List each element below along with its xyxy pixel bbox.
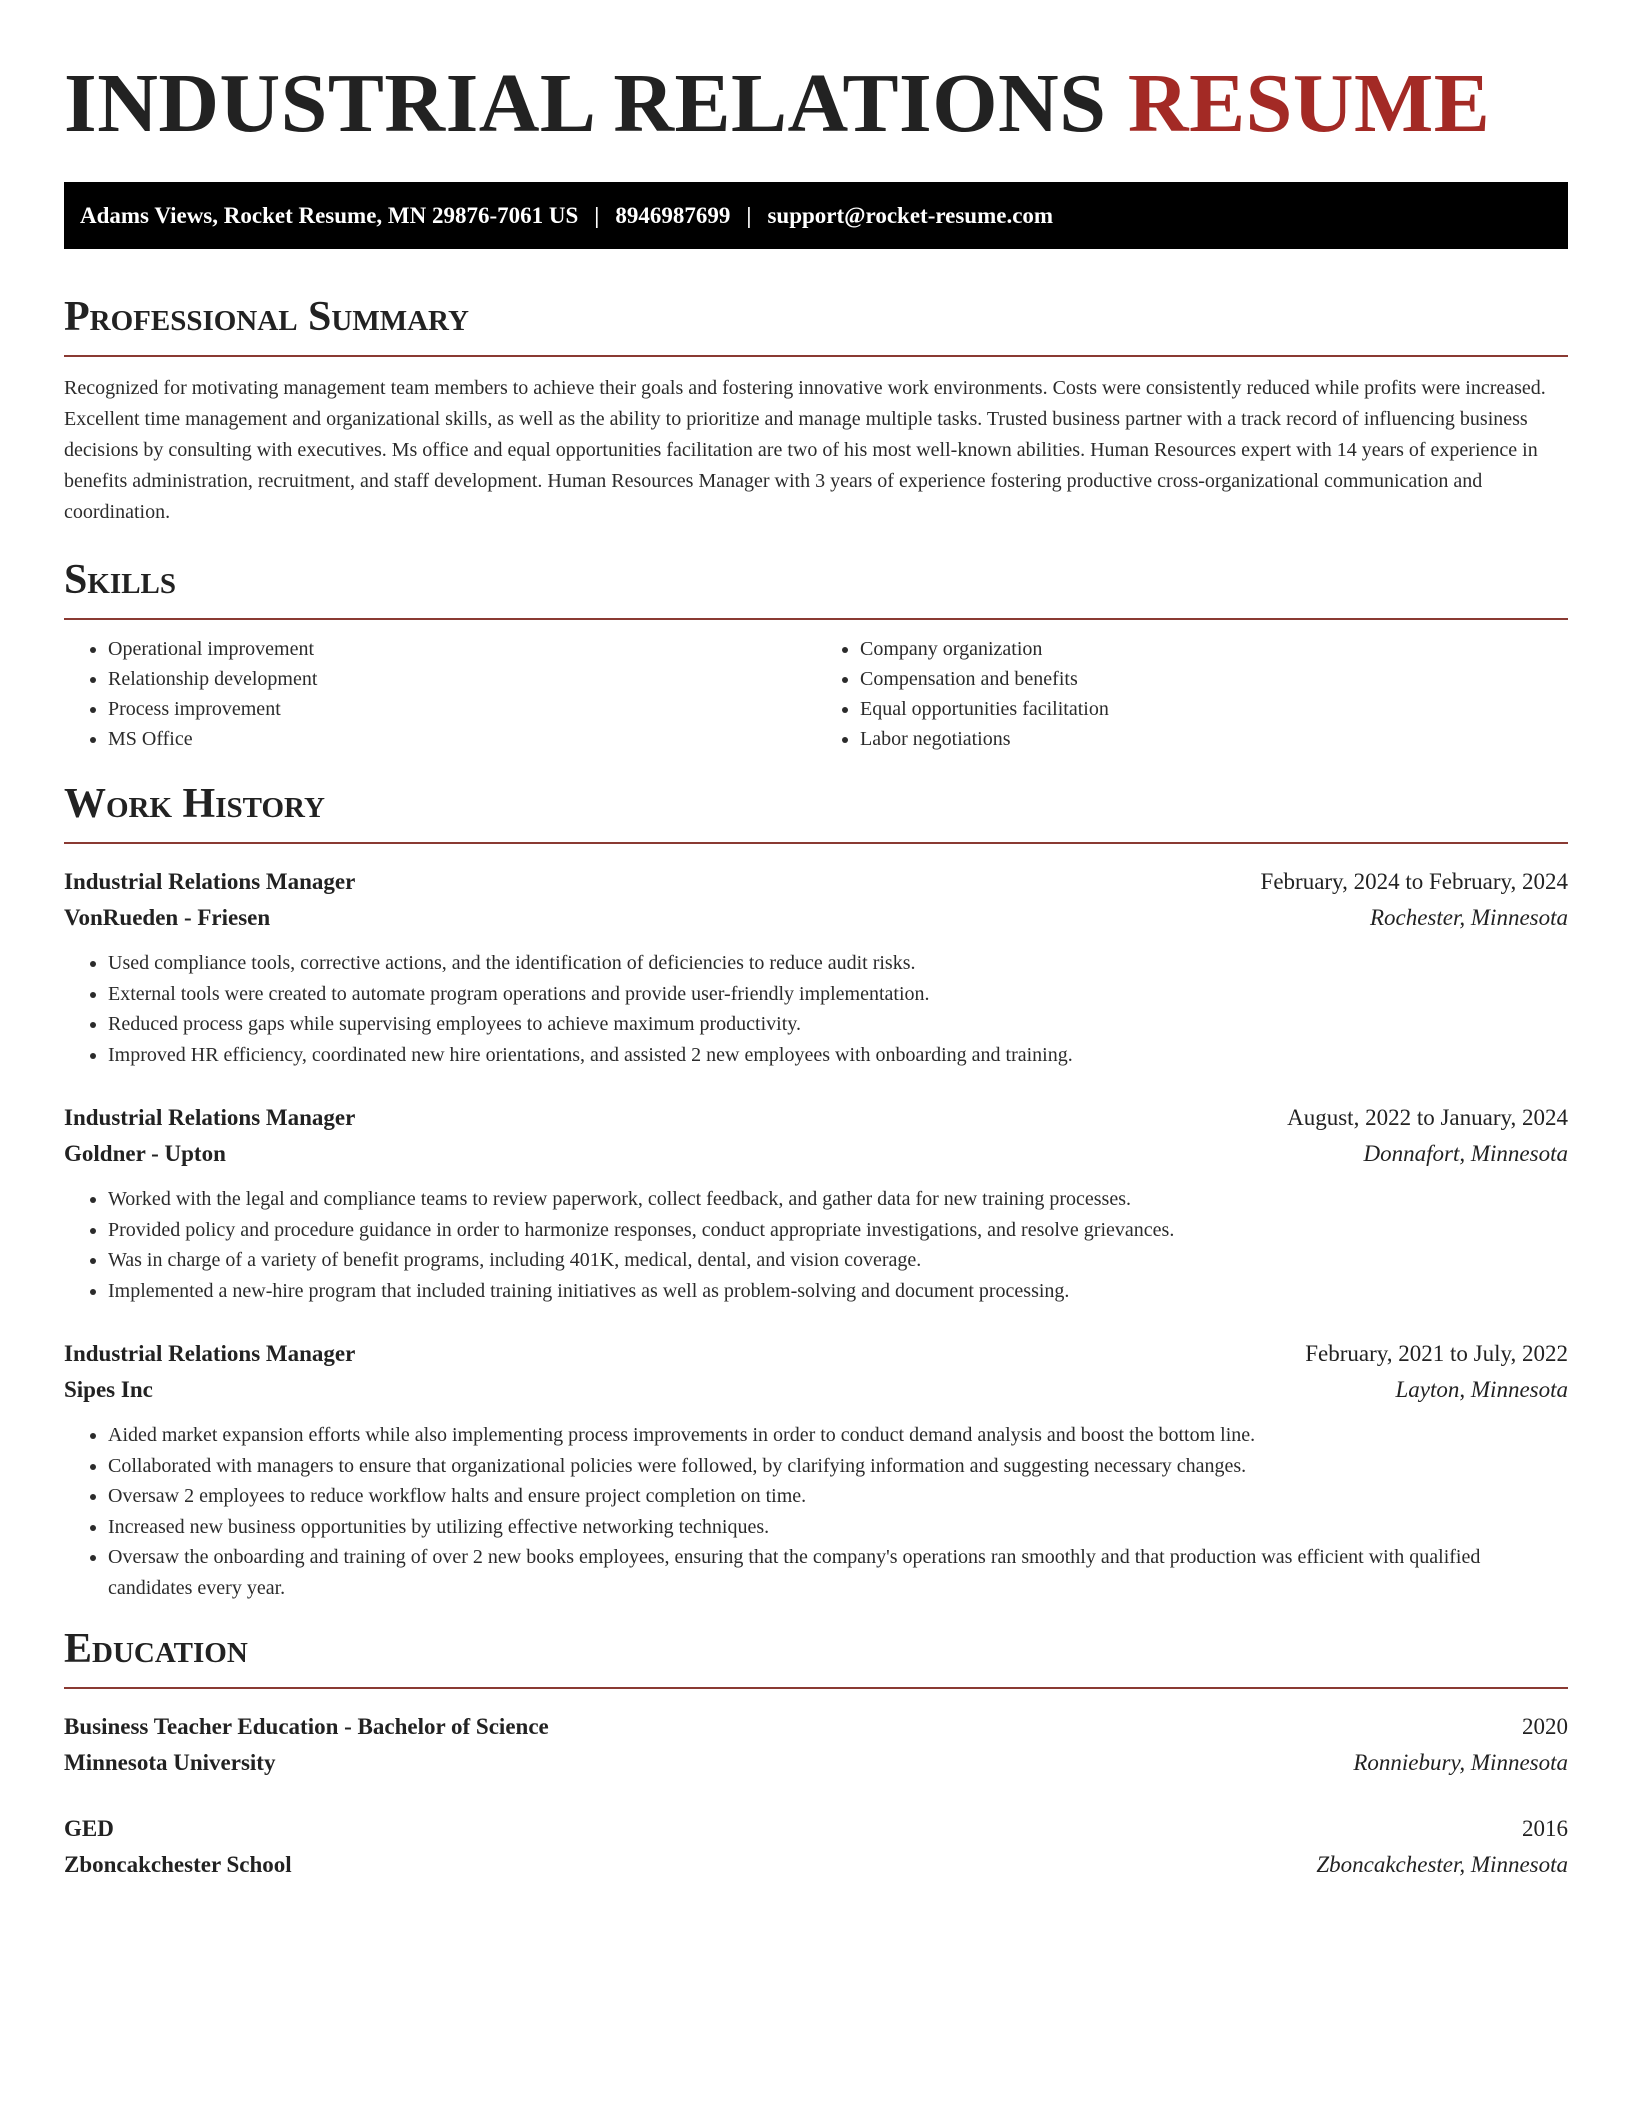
job-bullet: • Reduced process gaps while supervising employees to achieve maximum productivity. bbox=[108, 1009, 1568, 1040]
education-location: Ronniebury, Minnesota bbox=[1353, 1750, 1568, 1775]
job-dates: August, 2022 to January, 2024 bbox=[1287, 1105, 1568, 1130]
education-degree: GED bbox=[64, 1816, 114, 1841]
section-divider bbox=[64, 1687, 1568, 1689]
summary-text: Recognized for motivating management team members to achieve their goals and fostering innovative work environments. Costs were consistently reduced while profits were increased. Excellent time management and organizational skills, as well as the ability to prioritize and manage multiple tasks. Trusted business partner with a track record of influencing business decisions by consulting with executives. Ms office and equal opportunities facilitation are two of his most well-known abilities. Human Resources expert with 14 years of experience in benefits administration, recruitment, and staff development. Human Resources Manager with 3 years of experience fostering productive cross-organizational communication and coordination. bbox=[64, 377, 1546, 523]
job-bullet: • Was in charge of a variety of benefit programs, including 401K, medical, dental, and vision coverage. bbox=[108, 1245, 1568, 1276]
job-bullet: • Aided market expansion efforts while also implementing process improvements in order to conduct demand analysis and boost the bottom line. bbox=[108, 1420, 1568, 1451]
skills-list-right bbox=[816, 634, 1568, 754]
skill-item: • Process improvement bbox=[108, 694, 816, 724]
job-bullet: • Oversaw 2 employees to reduce workflow halts and ensure project completion on time. bbox=[108, 1481, 1568, 1512]
job-title: Industrial Relations Manager bbox=[64, 1341, 356, 1366]
skills-heading: Skills bbox=[64, 557, 177, 603]
education-header bbox=[64, 1811, 1568, 1847]
skills-columns bbox=[64, 634, 1568, 754]
education-header bbox=[64, 1709, 1568, 1745]
job-company: VonRueden - Friesen bbox=[64, 905, 271, 930]
summary-section bbox=[64, 293, 1568, 528]
job-dates: February, 2021 to July, 2022 bbox=[1305, 1341, 1568, 1366]
job-bullets bbox=[64, 948, 1568, 1070]
section-divider bbox=[64, 618, 1568, 620]
job-subheader bbox=[64, 900, 1568, 936]
job-header bbox=[64, 1100, 1568, 1136]
education-subheader bbox=[64, 1847, 1568, 1883]
section-divider bbox=[64, 355, 1568, 357]
education-entry bbox=[64, 1811, 1568, 1883]
education-school: Zboncakchester School bbox=[64, 1852, 292, 1877]
summary-heading: Professional Summary bbox=[64, 294, 469, 340]
education-year: 2016 bbox=[1522, 1816, 1568, 1841]
education-subheader bbox=[64, 1745, 1568, 1781]
work-history-heading: Work History bbox=[64, 781, 325, 827]
skill-item: • Labor negotiations bbox=[860, 724, 1568, 754]
job-bullet: • Used compliance tools, corrective actions, and the identification of deficiencies to reduce audit risks. bbox=[108, 948, 1568, 979]
contact-email: support@rocket-resume.com bbox=[767, 202, 1054, 228]
skill-item: • Equal opportunities facilitation bbox=[860, 694, 1568, 724]
job-header bbox=[64, 864, 1568, 900]
skill-item: • Compensation and benefits bbox=[860, 664, 1568, 694]
skill-item: • Company organization bbox=[860, 634, 1568, 664]
contact-address: Adams Views, Rocket Resume, MN 29876-7061 US bbox=[80, 202, 579, 228]
job-company: Sipes Inc bbox=[64, 1377, 153, 1402]
job-location: Layton, Minnesota bbox=[1395, 1377, 1568, 1402]
skills-list-left bbox=[64, 634, 816, 754]
job-location: Rochester, Minnesota bbox=[1369, 905, 1568, 930]
title-main: INDUSTRIAL RELATIONS bbox=[64, 57, 1107, 150]
education-location: Zboncakchester, Minnesota bbox=[1316, 1852, 1568, 1877]
contact-bar bbox=[64, 182, 1568, 249]
contact-separator: | bbox=[746, 202, 752, 228]
contact-phone: 8946987699 bbox=[615, 202, 731, 228]
education-school: Minnesota University bbox=[64, 1750, 276, 1775]
job-title: Industrial Relations Manager bbox=[64, 1105, 356, 1130]
job-bullets bbox=[64, 1184, 1568, 1306]
section-divider bbox=[64, 842, 1568, 844]
job-entry bbox=[64, 1100, 1568, 1306]
title-accent: RESUME bbox=[1127, 57, 1491, 150]
job-bullet: • Improved HR efficiency, coordinated new hire orientations, and assisted 2 new employees with onboarding and training. bbox=[108, 1040, 1568, 1071]
job-bullet: • External tools were created to automate program operations and provide user-friendly implementation. bbox=[108, 979, 1568, 1010]
resume-title bbox=[64, 58, 1568, 150]
job-subheader bbox=[64, 1136, 1568, 1172]
job-entry bbox=[64, 864, 1568, 1070]
skill-item: • Operational improvement bbox=[108, 634, 816, 664]
job-bullets bbox=[64, 1420, 1568, 1603]
education-entry bbox=[64, 1709, 1568, 1781]
job-entry bbox=[64, 1336, 1568, 1603]
contact-separator: | bbox=[594, 202, 600, 228]
education-section bbox=[64, 1625, 1568, 1883]
job-bullet: • Provided policy and procedure guidance in order to harmonize responses, conduct appropriate investigations, and resolve grievances. bbox=[108, 1215, 1568, 1246]
job-header bbox=[64, 1336, 1568, 1372]
job-title: Industrial Relations Manager bbox=[64, 869, 356, 894]
job-bullet: • Implemented a new-hire program that included training initiatives as well as problem-solving and document processing. bbox=[108, 1276, 1568, 1307]
education-heading: Education bbox=[64, 1626, 248, 1672]
skill-item: • Relationship development bbox=[108, 664, 816, 694]
education-degree: Business Teacher Education - Bachelor of Science bbox=[64, 1714, 549, 1739]
education-year: 2020 bbox=[1522, 1714, 1568, 1739]
job-bullet: • Oversaw the onboarding and training of over 2 new books employees, ensuring that the company's operations ran smoothly and that production was efficient with qualified candidates every year. bbox=[108, 1542, 1568, 1603]
skills-section bbox=[64, 556, 1568, 754]
job-dates: February, 2024 to February, 2024 bbox=[1260, 869, 1568, 894]
skill-item: • MS Office bbox=[108, 724, 816, 754]
job-bullet: • Increased new business opportunities by utilizing effective networking techniques. bbox=[108, 1512, 1568, 1543]
job-bullet: • Collaborated with managers to ensure that organizational policies were followed, by clarifying information and suggesting necessary changes. bbox=[108, 1451, 1568, 1482]
job-company: Goldner - Upton bbox=[64, 1141, 226, 1166]
work-history-section bbox=[64, 780, 1568, 1603]
job-subheader bbox=[64, 1372, 1568, 1408]
job-location: Donnafort, Minnesota bbox=[1363, 1141, 1568, 1166]
job-bullet: • Worked with the legal and compliance teams to review paperwork, collect feedback, and gather data for new training processes. bbox=[108, 1184, 1568, 1215]
